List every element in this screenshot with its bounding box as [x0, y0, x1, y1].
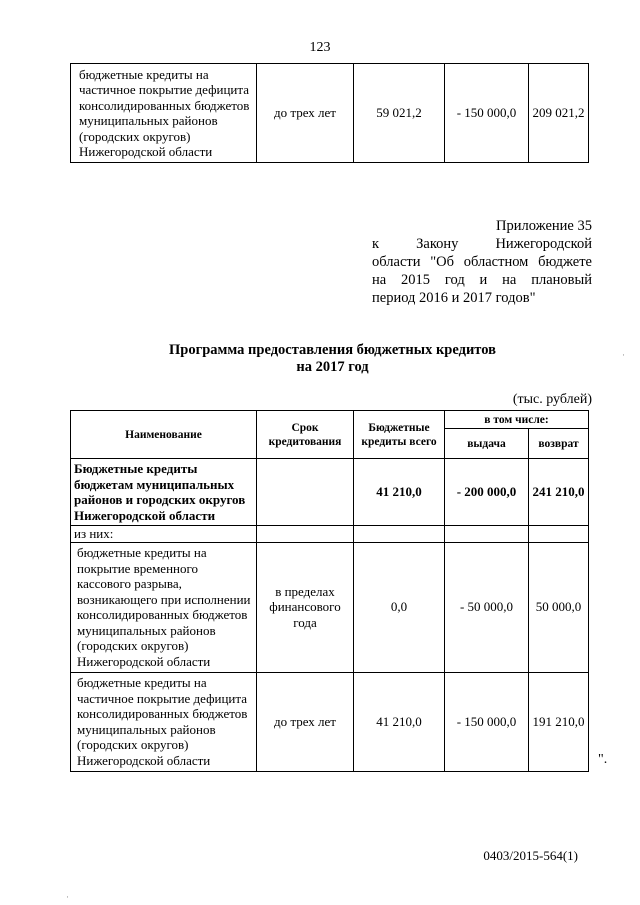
annex-line: области "Об областном бюджете [372, 254, 592, 270]
row-total [354, 526, 445, 543]
table-row [71, 526, 589, 543]
row-name: бюджетные кредиты на покрытие временного кассового разрыва, возникающего при исполнении консолидированных бюджетов муниципальных районов (городских округов) Нижегородской области [71, 542, 257, 672]
annex-line: Приложение 35 [496, 218, 592, 234]
table-row [71, 542, 589, 672]
title-line: на 2017 год [296, 359, 369, 375]
header-term: Срок кредитования [257, 411, 354, 459]
row-repay: 50 000,0 [529, 542, 589, 672]
row-repay: 191 210,0 [529, 672, 589, 771]
row-term: до трех лет [257, 672, 354, 771]
annex-line: период 2016 и 2017 годов" [372, 290, 536, 306]
row-issue: - 150 000,0 [445, 64, 529, 163]
budget-credits-table [70, 410, 589, 772]
table-row [71, 459, 589, 526]
row-name: из них: [71, 526, 257, 543]
row-total: 0,0 [354, 542, 445, 672]
row-issue: - 150 000,0 [445, 672, 529, 771]
header-row [71, 411, 589, 429]
page-title [0, 342, 640, 376]
row-term: до трех лет [257, 64, 354, 163]
document-code: 0403/2015-564(1) [483, 848, 578, 863]
scan-speck: · [66, 892, 69, 902]
row-total: 59 021,2 [354, 64, 445, 163]
row-repay [529, 526, 589, 543]
row-issue: - 50 000,0 [445, 542, 529, 672]
row-issue: - 200 000,0 [445, 459, 529, 526]
row-name: бюджетные кредиты на частичное покрытие дефицита консолидированных бюджетов муниципальных районов (городских округов) Нижегородской области [71, 64, 257, 163]
row-total: 41 210,0 [354, 672, 445, 771]
row-issue [445, 526, 529, 543]
continued-table [70, 63, 589, 163]
row-repay: 241 210,0 [529, 459, 589, 526]
header-repay: возврат [529, 429, 589, 459]
title-line: Программа предоставления бюджетных кредитов [169, 342, 496, 358]
row-repay: 209 021,2 [529, 64, 589, 163]
row-name: бюджетные кредиты на частичное покрытие дефицита консолидированных бюджетов муниципальных районов (городских округов) Нижегородской области [71, 672, 257, 771]
units-label: (тыс. рублей) [512, 392, 592, 407]
table-row [71, 672, 589, 771]
annex-line: на 2015 год и на плановый [372, 272, 592, 288]
row-name: Бюджетные кредиты бюджетам муниципальных районов и городских округов Нижегородской области [71, 459, 257, 526]
header-including: в том числе: [445, 411, 589, 429]
table-row [71, 64, 589, 163]
scan-speck: · [622, 350, 625, 360]
row-total: 41 210,0 [354, 459, 445, 526]
page-number: 123 [309, 40, 331, 55]
closing-quote: ". [598, 752, 608, 767]
header-issue: выдача [445, 429, 529, 459]
row-term [257, 459, 354, 526]
row-term: в пределах финансового года [257, 542, 354, 672]
annex-line: к Закону Нижегородской [372, 236, 592, 252]
annex-block [372, 217, 592, 307]
header-total: Бюджетные кредиты всего [354, 411, 445, 459]
row-term [257, 526, 354, 543]
header-name: Наименование [71, 411, 257, 459]
